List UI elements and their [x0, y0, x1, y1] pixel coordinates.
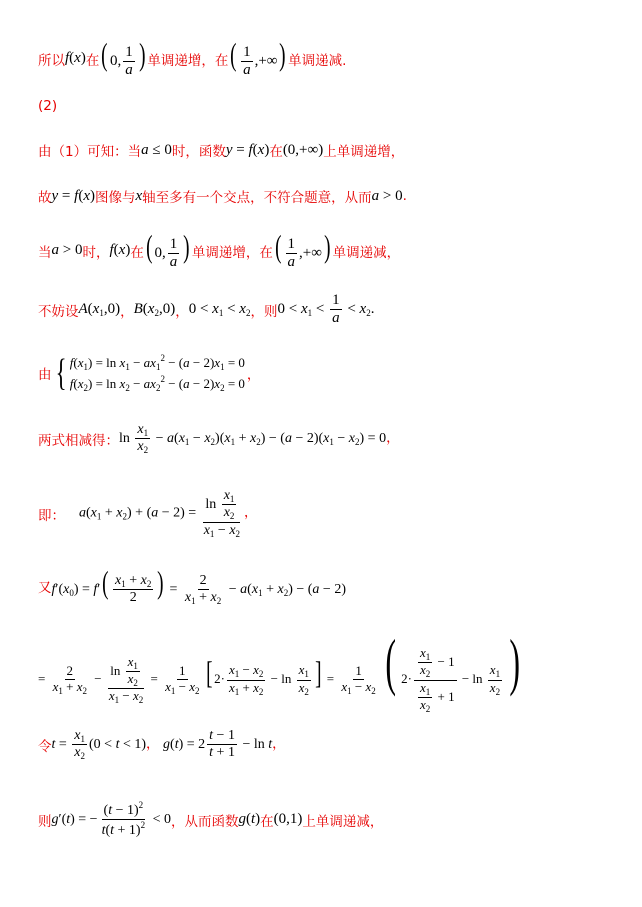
line-11 — [38, 626, 525, 714]
line-2 — [38, 98, 57, 114]
line-4 — [38, 186, 407, 206]
text: ， — [175, 303, 189, 320]
math: a ≤ 0 — [141, 141, 172, 158]
math: y = f(x) — [51, 187, 95, 204]
text: 时，函数 — [171, 144, 226, 160]
text: 则 — [38, 813, 52, 830]
text: 在 — [85, 52, 100, 69]
text: ，从而函数 — [171, 813, 239, 830]
text: 在 — [260, 813, 274, 830]
math: g(t) — [238, 811, 261, 828]
text: 单调递增，在 — [191, 244, 273, 261]
text: 在 — [269, 144, 283, 160]
text: 令 — [38, 738, 52, 755]
text: 两式相减得： — [38, 432, 119, 449]
math: $0 < x_1 < x_2$ — [188, 301, 251, 319]
math: ( 0, $\frac{1}{a}$ ) — [101, 36, 146, 79]
line-13 — [38, 800, 383, 839]
text: 单调递增，在 — [147, 52, 229, 69]
math: y = f(x) — [225, 141, 270, 158]
text: ， — [120, 303, 134, 320]
text: 故 — [38, 190, 52, 206]
line-5 — [38, 230, 400, 271]
text: 单调递减. — [288, 52, 347, 69]
math: $B(x_2,0)$ — [133, 301, 176, 319]
math: f(x) — [65, 50, 86, 67]
math: x — [135, 187, 143, 204]
text: 图像与 — [94, 190, 136, 206]
text: 上单调递减， — [302, 813, 384, 830]
section-label: (2) — [38, 98, 58, 114]
text: 当 — [38, 244, 52, 261]
math: f(x) — [109, 242, 131, 259]
math: = $\frac{2}{x_1 + x_2}$ − ln $\frac{x_1}{x_2}$ $x_1 - x_2$ = $\frac{1}{x_1 - x_2}$ [ 2· $\frac{x_1 - x_2}{x_1 + x_2}$ − ln $\frac{x_1}{x_2}$ ] = $\frac{1}{x_1 - x_2}$ ( 2· $\frac{x_1}{x_2}$ − 1 $\frac{x_1}{x_2}$ + 1 − ln $\frac{x_1}{x_2}$ ) — [38, 626, 521, 714]
math: ( $\frac{1}{a}$ ,+∞) — [275, 228, 331, 271]
math: g′(t) = − $\frac{(t - 1)^2}{t(t + 1)^2}$ < 0 — [51, 800, 171, 839]
text: 上单调递增， — [323, 144, 405, 160]
text: ，则 — [250, 303, 278, 320]
line-9 — [38, 488, 258, 539]
math: ln $\frac{x_1}{x_2}$ − $a(x_1 - x_2)(x_1 + x_2) - (a - 2)(x_1 - x_2) = 0$， — [119, 422, 400, 456]
line-12 — [38, 728, 286, 762]
line-6 — [38, 292, 374, 328]
text: 不妨设 — [38, 303, 79, 320]
text: . — [402, 188, 407, 204]
text: 由（1）可知：当 — [38, 144, 142, 160]
text: 又 — [38, 580, 52, 597]
equation-system: { $f(x_1) = \ln x_1 - ax_1^2 - (a - 2)x_1 = 0$ $f(x_2) = \ln x_2 - ax_2^2 - (a - 2)x_2 = 0$ ， — [55, 352, 261, 395]
math: a > 0 — [371, 187, 403, 204]
line-10 — [38, 566, 346, 607]
line-7 — [38, 352, 260, 394]
text: 轴至多有一个交点，不符合题意，从而 — [142, 190, 372, 206]
text: 单调递减， — [332, 244, 401, 261]
math: $f'(x_0) = f'$( $\frac{x_1 + x_2}{2}$ ) = $\frac{2}{x_1 + x_2}$ − $a(x_1 + x_2) - (a - 2)$ — [51, 564, 346, 607]
text: 由 — [38, 367, 52, 384]
math: (0,+∞) — [282, 141, 324, 158]
math: ( $\frac{1}{a}$ ,+∞) — [230, 36, 286, 79]
line-8 — [38, 422, 400, 456]
math: (0,1) — [273, 811, 303, 828]
math: t = $\frac{x_1}{x_2}$ (0 < t < 1)， g(t) = 2 $\frac{t - 1}{t + 1}$ − ln t， — [51, 728, 286, 762]
math: $A(x_1,0)$ — [78, 301, 121, 319]
math: ( 0, $\frac{1}{a}$ ) — [145, 228, 190, 271]
text: 所以 — [38, 52, 65, 69]
line-1 — [38, 38, 346, 79]
line-3 — [38, 140, 404, 160]
text: 在 — [130, 244, 144, 261]
text: 时， — [82, 244, 110, 261]
math: $0 < x_1$ < $\frac{1}{a}$ < $x_2$. — [277, 292, 375, 327]
math: $a(x_1 + x_2) + (a - 2)$ = ln $\frac{x_1}{x_2}$ $x_1 - x_2$ ， — [79, 488, 258, 539]
text: 即： — [38, 507, 65, 524]
math: a > 0 — [51, 242, 83, 259]
